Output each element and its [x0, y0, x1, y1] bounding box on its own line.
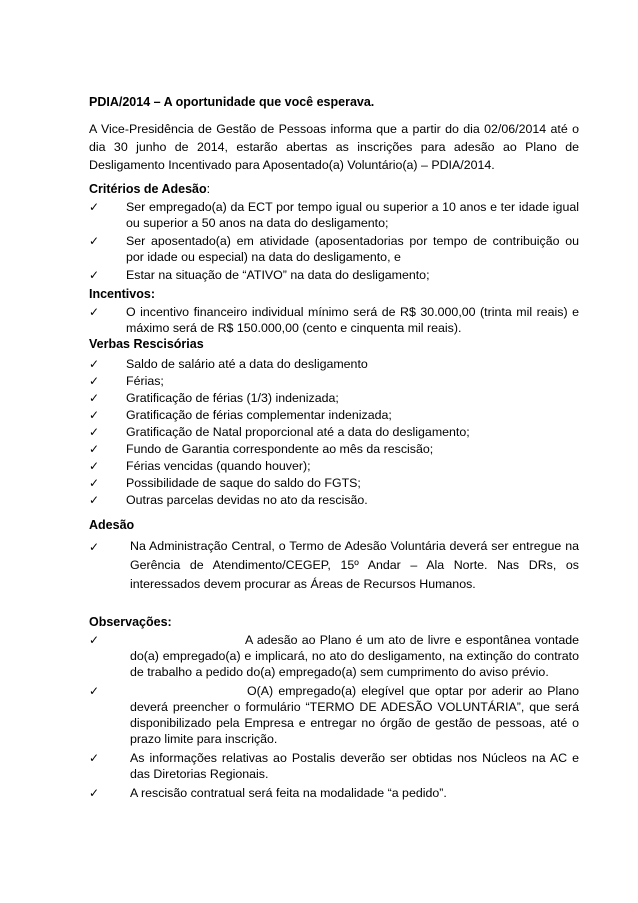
- checkmark-icon: ✓: [89, 374, 100, 388]
- intro-paragraph: A Vice-Presidência de Gestão de Pessoas informa que a partir do dia 02/06/2014 até o dia 30 junho de 2014, estarão abertas as inscrições para adesão ao Plano de Desligamento Incentivado para Aposentado(a) Voluntário(a) – PDIA/2014.: [89, 122, 579, 172]
- list-item: ✓ Gratificação de Natal proporcional até a data do desligamento;: [89, 425, 470, 439]
- incentivos-heading: Incentivos:: [89, 287, 155, 301]
- checkmark-icon: ✓: [89, 751, 100, 765]
- checkmark-icon: ✓: [89, 493, 100, 507]
- checkmark-icon: ✓: [89, 268, 100, 282]
- checkmark-icon: ✓: [89, 684, 100, 698]
- checkmark-icon: ✓: [89, 425, 100, 439]
- list-item: ✓ Fundo de Garantia correspondente ao mês da rescisão;: [89, 442, 434, 456]
- checkmark-icon: ✓: [89, 391, 100, 405]
- checkmark-icon: ✓: [89, 476, 100, 490]
- document-title: PDIA/2014 – A oportunidade que você esperava.: [89, 95, 375, 109]
- list-item: ✓ Possibilidade de saque do saldo do FGTS;: [89, 476, 361, 490]
- list-item: ✓ Saldo de salário até a data do desligamento: [89, 357, 368, 371]
- list-item: ✓ Férias vencidas (quando houver);: [89, 459, 311, 473]
- adesao-list: [89, 537, 579, 594]
- checkmark-icon: ✓: [89, 200, 100, 214]
- list-item: ✓ Ser empregado(a) da ECT por tempo igual ou superior a 10 anos e ter idade igual ou superior a 50 anos na data do desligamento;: [89, 200, 579, 230]
- list-item: ✓ A adesão ao Plano é um ato de livre e espontânea vontade do(a) empregado(a) e implicará, no ato do desligamento, na extinção do contrato de trabalho a pedido do(a) empregado(a) sem cumprimento do aviso prévio.: [89, 633, 579, 679]
- checkmark-icon: ✓: [89, 786, 100, 800]
- verbas-list: [89, 356, 579, 509]
- list-item: ✓ A rescisão contratual será feita na modalidade “a pedido”.: [89, 786, 447, 800]
- list-item: ✓ Gratificação de férias complementar indenizada;: [89, 408, 392, 422]
- checkmark-icon: ✓: [89, 540, 100, 554]
- observacoes-list: [89, 632, 579, 801]
- list-item: ✓ Estar na situação de “ATIVO” na data do desligamento;: [89, 268, 430, 282]
- list-item: ✓ Férias;: [89, 374, 164, 388]
- observacoes-heading: Observações:: [89, 615, 172, 629]
- list-item: ✓ O incentivo financeiro individual mínimo será de R$ 30.000,00 (trinta mil reais) e máximo será de R$ 150.000,00 (cento e cinquenta mil reais).: [89, 305, 579, 335]
- list-item: ✓ Na Administração Central, o Termo de Adesão Voluntária deverá ser entregue na Gerência de Atendimento/CEGEP, 15º Andar – Ala Norte. Nas DRs, os interessados devem procurar as Áreas de Recursos Humanos.: [89, 539, 579, 591]
- checkmark-icon: ✓: [89, 408, 100, 422]
- list-item: ✓ O(A) empregado(a) elegível que optar por aderir ao Plano deverá preencher o formulário “TERMO DE ADESÃO VOLUNTÁRIA”, que será disponibilizado pela Empresa e entregar no órgão de gestão de pessoas, até o prazo limite para inscrição.: [89, 684, 579, 746]
- checkmark-icon: ✓: [89, 459, 100, 473]
- document-page: [89, 94, 579, 804]
- incentivos-list: [89, 304, 579, 336]
- list-item: ✓ As informações relativas ao Postalis deverão ser obtidas nos Núcleos na AC e das Diretorias Regionais.: [89, 751, 579, 781]
- checkmark-icon: ✓: [89, 442, 100, 456]
- checkmark-icon: ✓: [89, 633, 100, 647]
- criterios-list: [89, 199, 579, 283]
- checkmark-icon: ✓: [89, 234, 100, 248]
- adesao-heading: Adesão: [89, 518, 135, 532]
- list-item: ✓ Ser aposentado(a) em atividade (aposentadorias por tempo de contribuição ou por idade ou especial) na data do desligamento, e: [89, 234, 579, 264]
- verbas-heading: Verbas Rescisórias: [89, 337, 204, 351]
- list-item: ✓ Gratificação de férias (1/3) indenizada;: [89, 391, 339, 405]
- checkmark-icon: ✓: [89, 357, 100, 371]
- checkmark-icon: ✓: [89, 305, 100, 319]
- list-item: ✓ Outras parcelas devidas no ato da rescisão.: [89, 493, 368, 507]
- criterios-heading: Critérios de Adesão:: [89, 182, 211, 196]
